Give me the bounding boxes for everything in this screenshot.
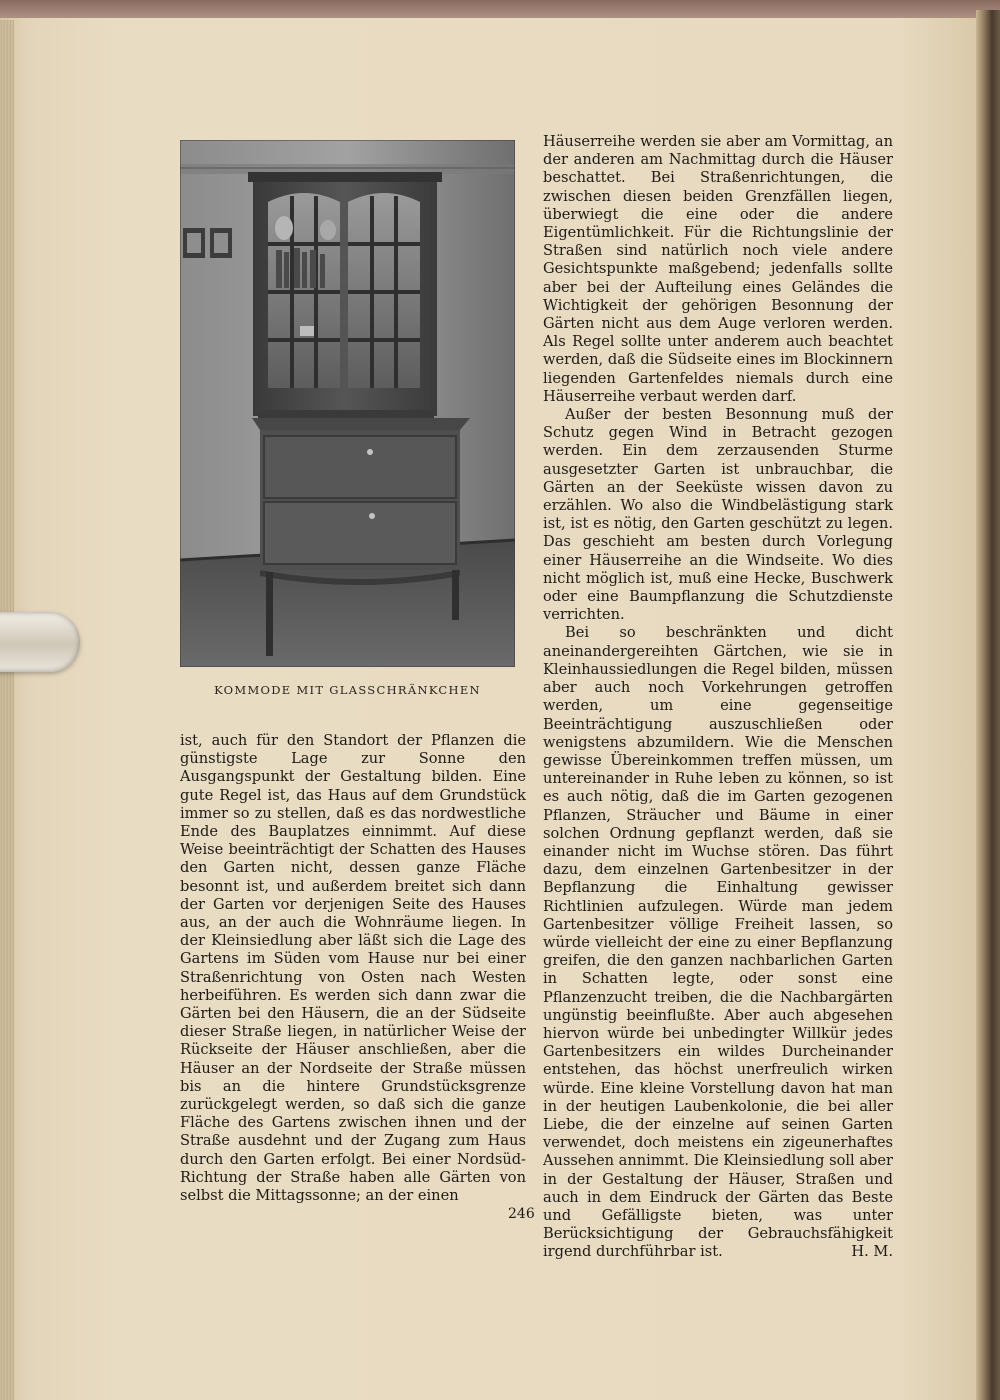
figure-caption: KOMMODE MIT GLASSCHRÄNKCHEN	[214, 683, 481, 697]
paragraph: ist, auch für den Standort der Pflanzen die günstigste Lage zur Sonne den Ausgangspunkt der Gestaltung bilden. Eine gute Regel ist, das Haus auf dem Grundstück immer so zu stellen, daß es das nordwestliche Ende des Bauplatzes einnimmt. Auf diese Weise beeinträchtigt der Schatten des Hauses den Garten nicht, dessen ganze Fläche besonnt ist, und außerdem breitet sich dann der Garten vor derjenigen Seite des Hauses aus, an der auch die Wohnräume liegen. In der Kleinsiedlung aber läßt sich die Lage des Gartens im Süden vom Hause nur bei einer Straßenrichtung von Osten nach Westen herbeiführen. Es werden sich dann zwar die Gärten bei den Häusern, die an der Südseite dieser Straße liegen, in natürlicher Weise der Rückseite der Häuser anschließen, aber die Häuser an der Nordseite der Straße müssen bis an die hintere Grundstücksgrenze zurückgelegt werden, so daß sich die ganze Fläche des Gartens zwischen ihnen und der Straße ausdehnt und der Zugang zum Haus durch den Garten erfolgt. Bei einer Nordsüd-Richtung der Straße haben alle Gärten von selbst die Mittagssonne; an der einen	[180, 732, 526, 1205]
paragraph: Häuserreihe werden sie aber am Vormittag, an der anderen am Nachmittag durch die Häuser beschattet. Bei Straßenrichtungen, die zwischen diesen beiden Grenzfällen liegen, überwiegt die eine oder die andere Eigentümlichkeit. Für die Richtungslinie der Straßen sind natürlich noch viele andere Gesichtspunkte maßgebend; jedenfalls sollte aber bei der Aufteilung eines Geländes die Wichtigkeit der gehörigen Besonnung der Gärten nicht aus dem Auge verloren werden. Als Regel sollte unter anderem auch beachtet werden, daß die Südseite eines im Blockinnern liegenden Gartenfeldes niemals durch eine Häuserreihe verbaut werden darf.	[543, 133, 893, 405]
author-signature: H. M.	[851, 1243, 893, 1261]
page-number: 246	[508, 1206, 535, 1222]
paragraph-with-signature	[543, 624, 893, 1261]
cabinet-photograph	[180, 140, 515, 667]
page-stack-left-edge	[0, 20, 14, 1400]
text-column-right	[543, 133, 893, 1262]
text-column-left	[180, 732, 526, 1205]
paper-clip-icon	[0, 612, 80, 672]
book-spine-right-edge	[976, 10, 1000, 1400]
paragraph-text: Bei so beschränkten und dicht aneinandergereihten Gärtchen, wie sie in Kleinhaussiedlungen die Regel bilden, müssen aber auch noch Vorkehrungen getroffen werden, um eine gegenseitige Beeinträchtigung auszuschließen oder wenigstens abzumildern. Wie die Menschen gewisse Übereinkommen treffen müssen, um untereinander in Ruhe leben zu können, so ist es auch nötig, daß die im Garten gezogenen Pflanzen, Sträucher und Bäume in einer solchen Ordnung gepflanzt werden, daß sie einander nicht im Wuchse stören. Das führt dazu, dem einzelnen Gartenbesitzer in der Bepflanzung die Einhaltung gewisser Richtlinien aufzulegen. Würde man jedem Gartenbesitzer völlige Freiheit lassen, so würde vielleicht der eine zu einer Bepflanzung greifen, die den ganzen nachbarlichen Garten in Schatten legte, oder sonst eine Pflanzenzucht treiben, die die Nachbargärten ungünstig beeinflußte. Aber auch abgesehen hiervon würde bei unbedingter Willkür jedes Gartenbesitzers ein wildes Durcheinander entstehen, das höchst unerfreulich wirken würde. Eine kleine Vorstellung davon hat man in der heutigen Laubenkolonie, die bei aller Liebe, die der einzelne auf seinen Garten verwendet, doch meistens ein zigeunerhaftes Aussehen annimmt. Die Kleinsiedlung soll aber in der Gestaltung der Häuser, Straßen und auch in dem Eindruck der Gärten das Beste und Gefälligste bieten, was unter Berücksichtigung der Gebrauchsfähigkeit irgend durchführbar ist.	[543, 624, 894, 1261]
paragraph: Außer der besten Besonnung muß der Schutz gegen Wind in Betracht gezogen werden. Ein dem zerzausenden Sturme ausgesetzter Garten ist unbrauchbar, die Gärten an der Seeküste wissen davon zu erzählen. Wo also die Windbelästigung stark ist, ist es nötig, den Garten geschützt zu legen. Das geschieht am besten durch Vorlegung einer Häuserreihe an die Windseite. Wo dies nicht möglich ist, muß eine Hecke, Buschwerk oder eine Baumpflanzung die Schutzdienste verrichten.	[543, 406, 893, 624]
cabinet-photo-image	[180, 140, 515, 667]
